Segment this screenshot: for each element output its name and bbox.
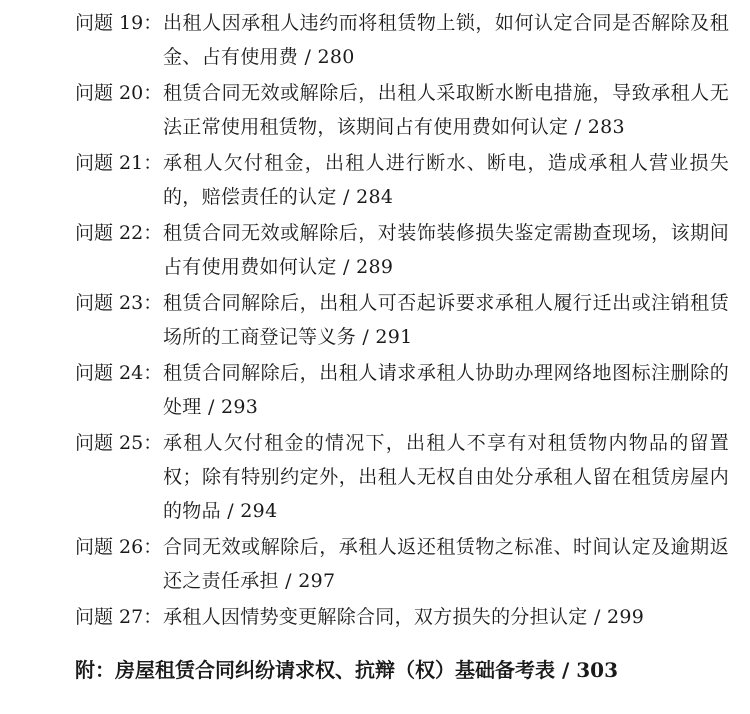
question-title: 承租人因情势变更解除合同，双方损失的分担认定 / 299 bbox=[163, 606, 645, 628]
page-number: / 293 bbox=[207, 396, 259, 418]
toc-entry-23[interactable] bbox=[0, 286, 750, 354]
toc-entry-25[interactable] bbox=[0, 426, 750, 528]
page-number: / 291 bbox=[362, 326, 413, 348]
table-of-contents bbox=[0, 6, 750, 636]
question-number: 问题 23： bbox=[75, 292, 163, 314]
toc-entry-20[interactable] bbox=[0, 76, 750, 144]
toc-entry-24[interactable] bbox=[0, 356, 750, 424]
page-number: / 283 bbox=[574, 116, 625, 138]
question-number: 问题 26： bbox=[75, 536, 163, 558]
appendix-title: 附：房屋租赁合同纠纷请求权、抗辩（权）基础备考表 bbox=[75, 658, 555, 682]
toc-entry-19[interactable] bbox=[0, 6, 750, 74]
question-title: 承租人欠付租金，出租人进行断水、断电，造成承租人营业损失的，赔偿责任的认定 / 284 bbox=[163, 152, 729, 208]
question-title: 承租人欠付租金的情况下，出租人不享有对租赁物内物品的留置权；除有特别约定外，出租人无权自由处分承租人留在租赁房屋内的物品 / 294 bbox=[163, 432, 729, 522]
appendix-page-number: / 303 bbox=[561, 658, 618, 682]
question-number: 问题 20： bbox=[75, 82, 163, 104]
question-number: 问题 19： bbox=[75, 12, 163, 34]
page-number: / 289 bbox=[343, 256, 394, 278]
page-number: / 284 bbox=[343, 186, 394, 208]
question-number: 问题 24： bbox=[75, 362, 163, 384]
question-title: 合同无效或解除后，承租人返还租赁物之标准、时间认定及逾期返还之责任承担 / 297 bbox=[163, 536, 729, 592]
toc-entry-22[interactable] bbox=[0, 216, 750, 284]
question-title: 租赁合同解除后，出租人请求承租人协助办理网络地图标注删除的处理 / 293 bbox=[163, 362, 729, 418]
question-number: 问题 25： bbox=[75, 432, 163, 454]
question-title: 租赁合同无效或解除后，对装饰装修损失鉴定需勘查现场，该期间占有使用费如何认定 / 289 bbox=[163, 222, 729, 278]
page-number: / 294 bbox=[227, 500, 278, 522]
question-number: 问题 22： bbox=[75, 222, 163, 244]
toc-entry-26[interactable] bbox=[0, 530, 750, 598]
toc-entry-21[interactable] bbox=[0, 146, 750, 214]
appendix-entry[interactable] bbox=[75, 655, 735, 685]
question-title: 租赁合同解除后，出租人可否起诉要求承租人履行迁出或注销租赁场所的工商登记等义务 / 291 bbox=[163, 292, 729, 348]
toc-entry-27[interactable] bbox=[0, 600, 750, 634]
question-title: 租赁合同无效或解除后，出租人采取断水断电措施，导致承租人无法正常使用租赁物，该期间占有使用费如何认定 / 283 bbox=[163, 82, 729, 138]
page-number: / 299 bbox=[593, 606, 645, 628]
question-number: 问题 21： bbox=[75, 152, 163, 174]
page-number: / 297 bbox=[285, 570, 336, 592]
question-number: 问题 27： bbox=[75, 606, 163, 628]
page-number: / 280 bbox=[304, 46, 355, 68]
question-title: 出租人因承租人违约而将租赁物上锁，如何认定合同是否解除及租金、占有使用费 / 280 bbox=[163, 12, 729, 68]
